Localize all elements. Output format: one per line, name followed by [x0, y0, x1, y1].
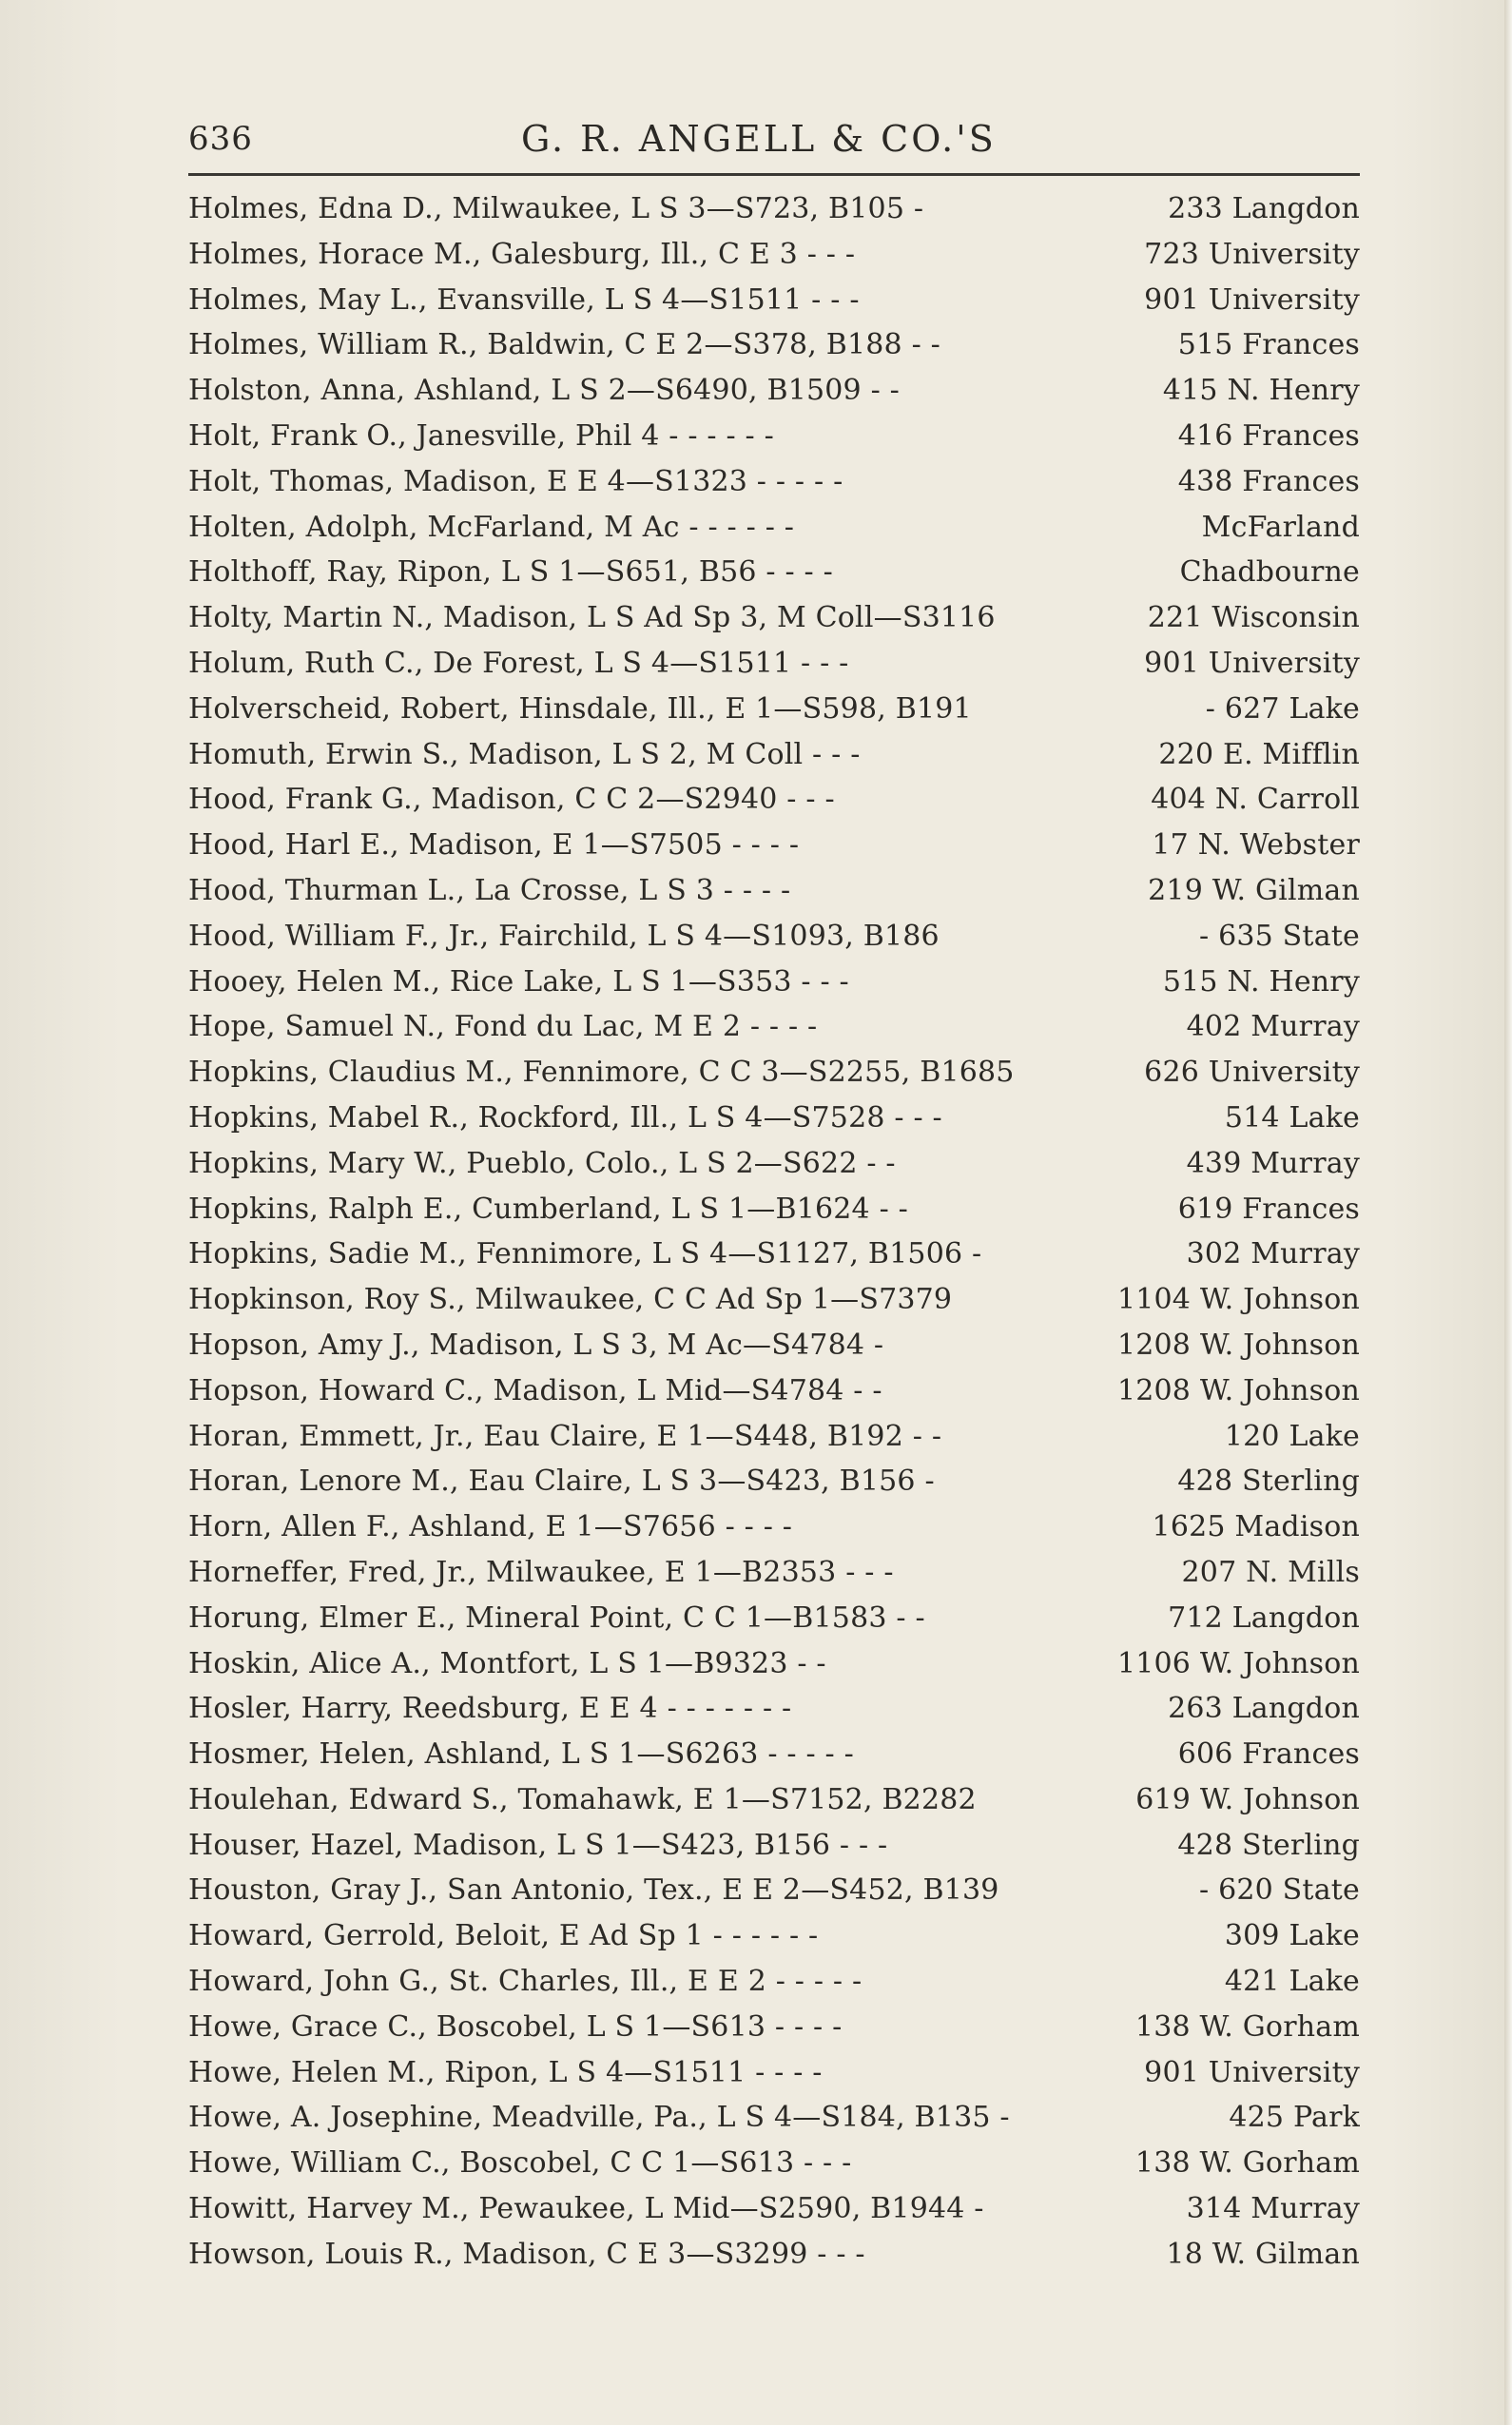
entry-name: Howard, Gerrold, Beloit, E Ad Sp 1 - - - - - -	[188, 1919, 819, 1953]
entry-address: 515 Frances	[1177, 328, 1360, 362]
entry-line	[188, 1913, 1360, 1959]
entry-line	[188, 1504, 1360, 1550]
directory-entry	[188, 1187, 1360, 1232]
entry-name: Howard, John G., St. Charles, Ill., E E 2 - - - - -	[188, 1965, 863, 1999]
entry-line	[188, 595, 1360, 641]
directory-entry	[188, 2005, 1360, 2050]
entry-name: Hopson, Howard C., Madison, L Mid—S4784 - -	[188, 1373, 882, 1407]
page-edge	[1504, 0, 1512, 2425]
directory-entry	[188, 232, 1360, 278]
directory-entry	[188, 2095, 1360, 2141]
entry-name: Hopkins, Mary W., Pueblo, Colo., L S 2—S622 - -	[188, 1146, 896, 1180]
entry-name: Holverscheid, Robert, Hinsdale, Ill., E 1—S598, B191	[188, 691, 972, 726]
entry-name: Hopkins, Sadie M., Fennimore, L S 4—S1127, B1506 -	[188, 1237, 982, 1271]
directory-entry	[188, 1504, 1360, 1550]
entry-name: Hopkinson, Roy S., Milwaukee, C C Ad Sp 1—S7379	[188, 1283, 953, 1317]
directory-entry	[188, 960, 1360, 1005]
entry-address: 1208 W. Johnson	[1116, 1328, 1360, 1362]
directory-entry	[188, 1368, 1360, 1414]
entry-name: Holmes, Edna D., Milwaukee, L S 3—S723, B105 -	[188, 192, 924, 225]
entry-name: Hooey, Helen M., Rice Lake, L S 1—S353 - - -	[188, 964, 849, 999]
entry-address: 207 N. Mills	[1181, 1555, 1360, 1589]
entry-line	[188, 1459, 1360, 1504]
entry-name: Howson, Louis R., Madison, C E 3—S3299 - - -	[188, 2237, 865, 2271]
directory-entry	[188, 1823, 1360, 1869]
directory-entry	[188, 2141, 1360, 2186]
entry-address: 219 W. Gilman	[1148, 873, 1360, 907]
entry-line	[188, 414, 1360, 459]
running-title: G. R. ANGELL & CO.'S	[521, 118, 997, 160]
directory-entry	[188, 914, 1360, 960]
entry-address: 220 E. Mifflin	[1158, 737, 1360, 771]
page-header	[188, 112, 1360, 169]
entry-address: 263 Langdon	[1168, 1692, 1360, 1726]
entry-line	[188, 1550, 1360, 1596]
entry-name: Horan, Lenore M., Eau Claire, L S 3—S423, B156 -	[188, 1465, 935, 1499]
entry-name: Holmes, Horace M., Galesburg, Ill., C E 3 - - -	[188, 237, 856, 271]
entry-address: 1625 Madison	[1152, 1510, 1360, 1544]
directory-entry	[188, 1004, 1360, 1050]
entry-line	[188, 322, 1360, 368]
entry-name: Houser, Hazel, Madison, L S 1—S423, B156 - - -	[188, 1828, 888, 1862]
entry-address: 439 Murray	[1186, 1146, 1360, 1180]
entry-address: 138 W. Gorham	[1134, 2146, 1360, 2181]
entry-line	[188, 1686, 1360, 1732]
entry-name: Horan, Emmett, Jr., Eau Claire, E 1—S448, B192 - -	[188, 1419, 942, 1453]
entry-name: Howitt, Harvey M., Pewaukee, L Mid—S2590, B1944 -	[188, 2192, 984, 2226]
entry-line	[188, 1368, 1360, 1414]
entry-address: 302 Murray	[1186, 1237, 1360, 1271]
entry-line	[188, 1414, 1360, 1460]
entry-name: Howe, A. Josephine, Meadville, Pa., L S 4—S184, B135 -	[188, 2101, 1010, 2135]
entry-address: - 627 Lake	[1205, 691, 1360, 726]
entry-address: 404 N. Carroll	[1151, 783, 1360, 817]
entry-address: 138 W. Gorham	[1134, 2009, 1360, 2044]
entry-address: 309 Lake	[1224, 1919, 1360, 1953]
entry-line	[188, 960, 1360, 1005]
directory-entry	[188, 1141, 1360, 1187]
entry-address: - 635 State	[1199, 919, 1360, 953]
entry-line	[188, 1050, 1360, 1096]
directory-entry	[188, 1641, 1360, 1687]
entry-line	[188, 1141, 1360, 1187]
entry-name: Hood, William F., Jr., Fairchild, L S 4—S1093, B186	[188, 919, 940, 953]
entry-line	[188, 1777, 1360, 1823]
entry-line	[188, 505, 1360, 551]
entry-address: 120 Lake	[1224, 1419, 1360, 1453]
entry-name: Hopson, Amy J., Madison, L S 3, M Ac—S4784 -	[188, 1328, 884, 1362]
header-rule	[188, 173, 1360, 176]
entry-address: 901 University	[1144, 2055, 1360, 2089]
entry-address: 314 Murray	[1186, 2192, 1360, 2226]
entry-line	[188, 823, 1360, 868]
directory-entry	[188, 1277, 1360, 1323]
entry-address: 515 N. Henry	[1162, 964, 1360, 999]
entry-name: Holmes, May L., Evansville, L S 4—S1511 - - -	[188, 282, 860, 317]
entry-line	[188, 732, 1360, 778]
directory-entry	[188, 595, 1360, 641]
directory-entry	[188, 2186, 1360, 2232]
page-number: 636	[188, 120, 253, 158]
entry-address: 416 Frances	[1177, 418, 1360, 453]
entry-line	[188, 777, 1360, 823]
entry-line	[188, 868, 1360, 914]
entry-address: 221 Wisconsin	[1147, 601, 1360, 635]
entry-address: 712 Langdon	[1168, 1600, 1360, 1635]
directory-entry	[188, 322, 1360, 368]
entry-line	[188, 278, 1360, 323]
entry-line	[188, 1823, 1360, 1869]
entry-line	[188, 2095, 1360, 2141]
entry-line	[188, 1096, 1360, 1141]
directory-entry	[188, 823, 1360, 868]
directory-entry	[188, 1596, 1360, 1641]
entry-address: 619 W. Johnson	[1135, 1782, 1360, 1816]
entry-line	[188, 2186, 1360, 2232]
directory-entry	[188, 2232, 1360, 2278]
directory-entries	[188, 186, 1360, 2278]
entry-line	[188, 687, 1360, 732]
entry-address: - 620 State	[1199, 1873, 1360, 1908]
entry-line	[188, 1004, 1360, 1050]
entry-name: Hosler, Harry, Reedsburg, E E 4 - - - - - - -	[188, 1692, 792, 1726]
entry-line	[188, 1277, 1360, 1323]
entry-address: 723 University	[1144, 237, 1360, 271]
entry-line	[188, 186, 1360, 232]
entry-line	[188, 550, 1360, 595]
directory-entry	[188, 1096, 1360, 1141]
entry-address: 233 Langdon	[1168, 192, 1360, 225]
directory-entry	[188, 777, 1360, 823]
directory-entry	[188, 550, 1360, 595]
directory-entry	[188, 505, 1360, 551]
entry-name: Hosmer, Helen, Ashland, L S 1—S6263 - - - - -	[188, 1737, 854, 1772]
entry-line	[188, 368, 1360, 414]
entry-address: 438 Frances	[1177, 464, 1360, 498]
entry-address: 901 University	[1144, 646, 1360, 680]
entry-address: 17 N. Webster	[1152, 828, 1360, 863]
entry-line	[188, 2232, 1360, 2278]
entry-name: Hood, Harl E., Madison, E 1—S7505 - - - -	[188, 828, 800, 863]
entry-address: 428 Sterling	[1177, 1828, 1360, 1862]
entry-name: Hopkins, Claudius M., Fennimore, C C 3—S2255, B1685	[188, 1056, 1015, 1090]
directory-entry	[188, 1414, 1360, 1460]
entry-line	[188, 1232, 1360, 1277]
entry-line	[188, 1641, 1360, 1687]
entry-address: 901 University	[1144, 282, 1360, 317]
directory-entry	[188, 732, 1360, 778]
entry-address: 606 Frances	[1177, 1737, 1360, 1772]
entry-address: 626 University	[1144, 1056, 1360, 1090]
directory-entry	[188, 641, 1360, 687]
entry-name: Howe, Helen M., Ripon, L S 4—S1511 - - - -	[188, 2055, 823, 2089]
entry-name: Horn, Allen F., Ashland, E 1—S7656 - - - -	[188, 1510, 793, 1544]
entry-line	[188, 1596, 1360, 1641]
entry-name: Holthoff, Ray, Ripon, L S 1—S651, B56 - - - -	[188, 555, 833, 590]
directory-entry	[188, 1232, 1360, 1277]
entry-address: 428 Sterling	[1177, 1465, 1360, 1499]
entry-name: Howe, Grace C., Boscobel, L S 1—S613 - - - -	[188, 2009, 843, 2044]
directory-entry	[188, 1550, 1360, 1596]
entry-line	[188, 914, 1360, 960]
directory-entry	[188, 278, 1360, 323]
directory-entry	[188, 1732, 1360, 1777]
entry-name: Horneffer, Fred, Jr., Milwaukee, E 1—B2353 - - -	[188, 1555, 894, 1589]
entry-line	[188, 2141, 1360, 2186]
entry-line	[188, 1323, 1360, 1368]
entry-line	[188, 1959, 1360, 2005]
directory-entry	[188, 687, 1360, 732]
directory-entry	[188, 1686, 1360, 1732]
directory-entry	[188, 868, 1360, 914]
entry-address: 18 W. Gilman	[1166, 2237, 1360, 2271]
entry-address: 425 Park	[1229, 2101, 1360, 2135]
entry-line	[188, 2050, 1360, 2096]
directory-entry	[188, 368, 1360, 414]
entry-line	[188, 459, 1360, 505]
entry-address: 1208 W. Johnson	[1116, 1373, 1360, 1407]
directory-entry	[188, 414, 1360, 459]
entry-address: 619 Frances	[1177, 1192, 1360, 1226]
directory-entry	[188, 1459, 1360, 1504]
directory-entry	[188, 1777, 1360, 1823]
entry-name: Houlehan, Edward S., Tomahawk, E 1—S7152, B2282	[188, 1782, 977, 1816]
entry-address: 402 Murray	[1186, 1010, 1360, 1044]
entry-name: Howe, William C., Boscobel, C C 1—S613 - - -	[188, 2146, 852, 2181]
entry-name: Holten, Adolph, McFarland, M Ac - - - - - -	[188, 510, 795, 544]
entry-line	[188, 232, 1360, 278]
entry-name: Homuth, Erwin S., Madison, L S 2, M Coll - - -	[188, 737, 861, 771]
entry-name: Holty, Martin N., Madison, L S Ad Sp 3, M Coll—S3116	[188, 601, 996, 635]
directory-entry	[188, 1323, 1360, 1368]
directory-entry	[188, 2050, 1360, 2096]
entry-name: Hood, Frank G., Madison, C C 2—S2940 - - -	[188, 783, 835, 817]
directory-entry	[188, 459, 1360, 505]
entry-name: Horung, Elmer E., Mineral Point, C C 1—B1583 - -	[188, 1600, 925, 1635]
entry-address: 1104 W. Johnson	[1116, 1283, 1360, 1317]
entry-name: Holmes, William R., Baldwin, C E 2—S378, B188 - -	[188, 328, 940, 362]
entry-name: Hopkins, Mabel R., Rockford, Ill., L S 4—S7528 - - -	[188, 1100, 942, 1135]
directory-entry	[188, 1050, 1360, 1096]
entry-address: 514 Lake	[1224, 1100, 1360, 1135]
entry-address: Chadbourne	[1179, 555, 1360, 590]
entry-name: Hope, Samuel N., Fond du Lac, M E 2 - - - -	[188, 1010, 818, 1044]
entry-line	[188, 1732, 1360, 1777]
entry-line	[188, 2005, 1360, 2050]
entry-line	[188, 1187, 1360, 1232]
entry-name: Hood, Thurman L., La Crosse, L S 3 - - - -	[188, 873, 791, 907]
entry-name: Holt, Thomas, Madison, E E 4—S1323 - - - - -	[188, 464, 843, 498]
entry-name: Houston, Gray J., San Antonio, Tex., E E 2—S452, B139	[188, 1873, 999, 1908]
entry-address: 415 N. Henry	[1162, 374, 1360, 408]
entry-line	[188, 641, 1360, 687]
entry-address: McFarland	[1201, 510, 1360, 544]
directory-entry	[188, 1959, 1360, 2005]
directory-entry	[188, 1913, 1360, 1959]
entry-name: Hopkins, Ralph E., Cumberland, L S 1—B1624 - -	[188, 1192, 908, 1226]
entry-address: 421 Lake	[1224, 1965, 1360, 1999]
entry-name: Holum, Ruth C., De Forest, L S 4—S1511 - - -	[188, 646, 849, 680]
entry-name: Holston, Anna, Ashland, L S 2—S6490, B1509 - -	[188, 374, 900, 408]
directory-entry	[188, 1868, 1360, 1913]
entry-name: Holt, Frank O., Janesville, Phil 4 - - - - - -	[188, 418, 774, 453]
entry-address: 1106 W. Johnson	[1116, 1646, 1360, 1680]
entry-name: Hoskin, Alice A., Montfort, L S 1—B9323 - -	[188, 1646, 826, 1680]
directory-entry	[188, 186, 1360, 232]
entry-line	[188, 1868, 1360, 1913]
